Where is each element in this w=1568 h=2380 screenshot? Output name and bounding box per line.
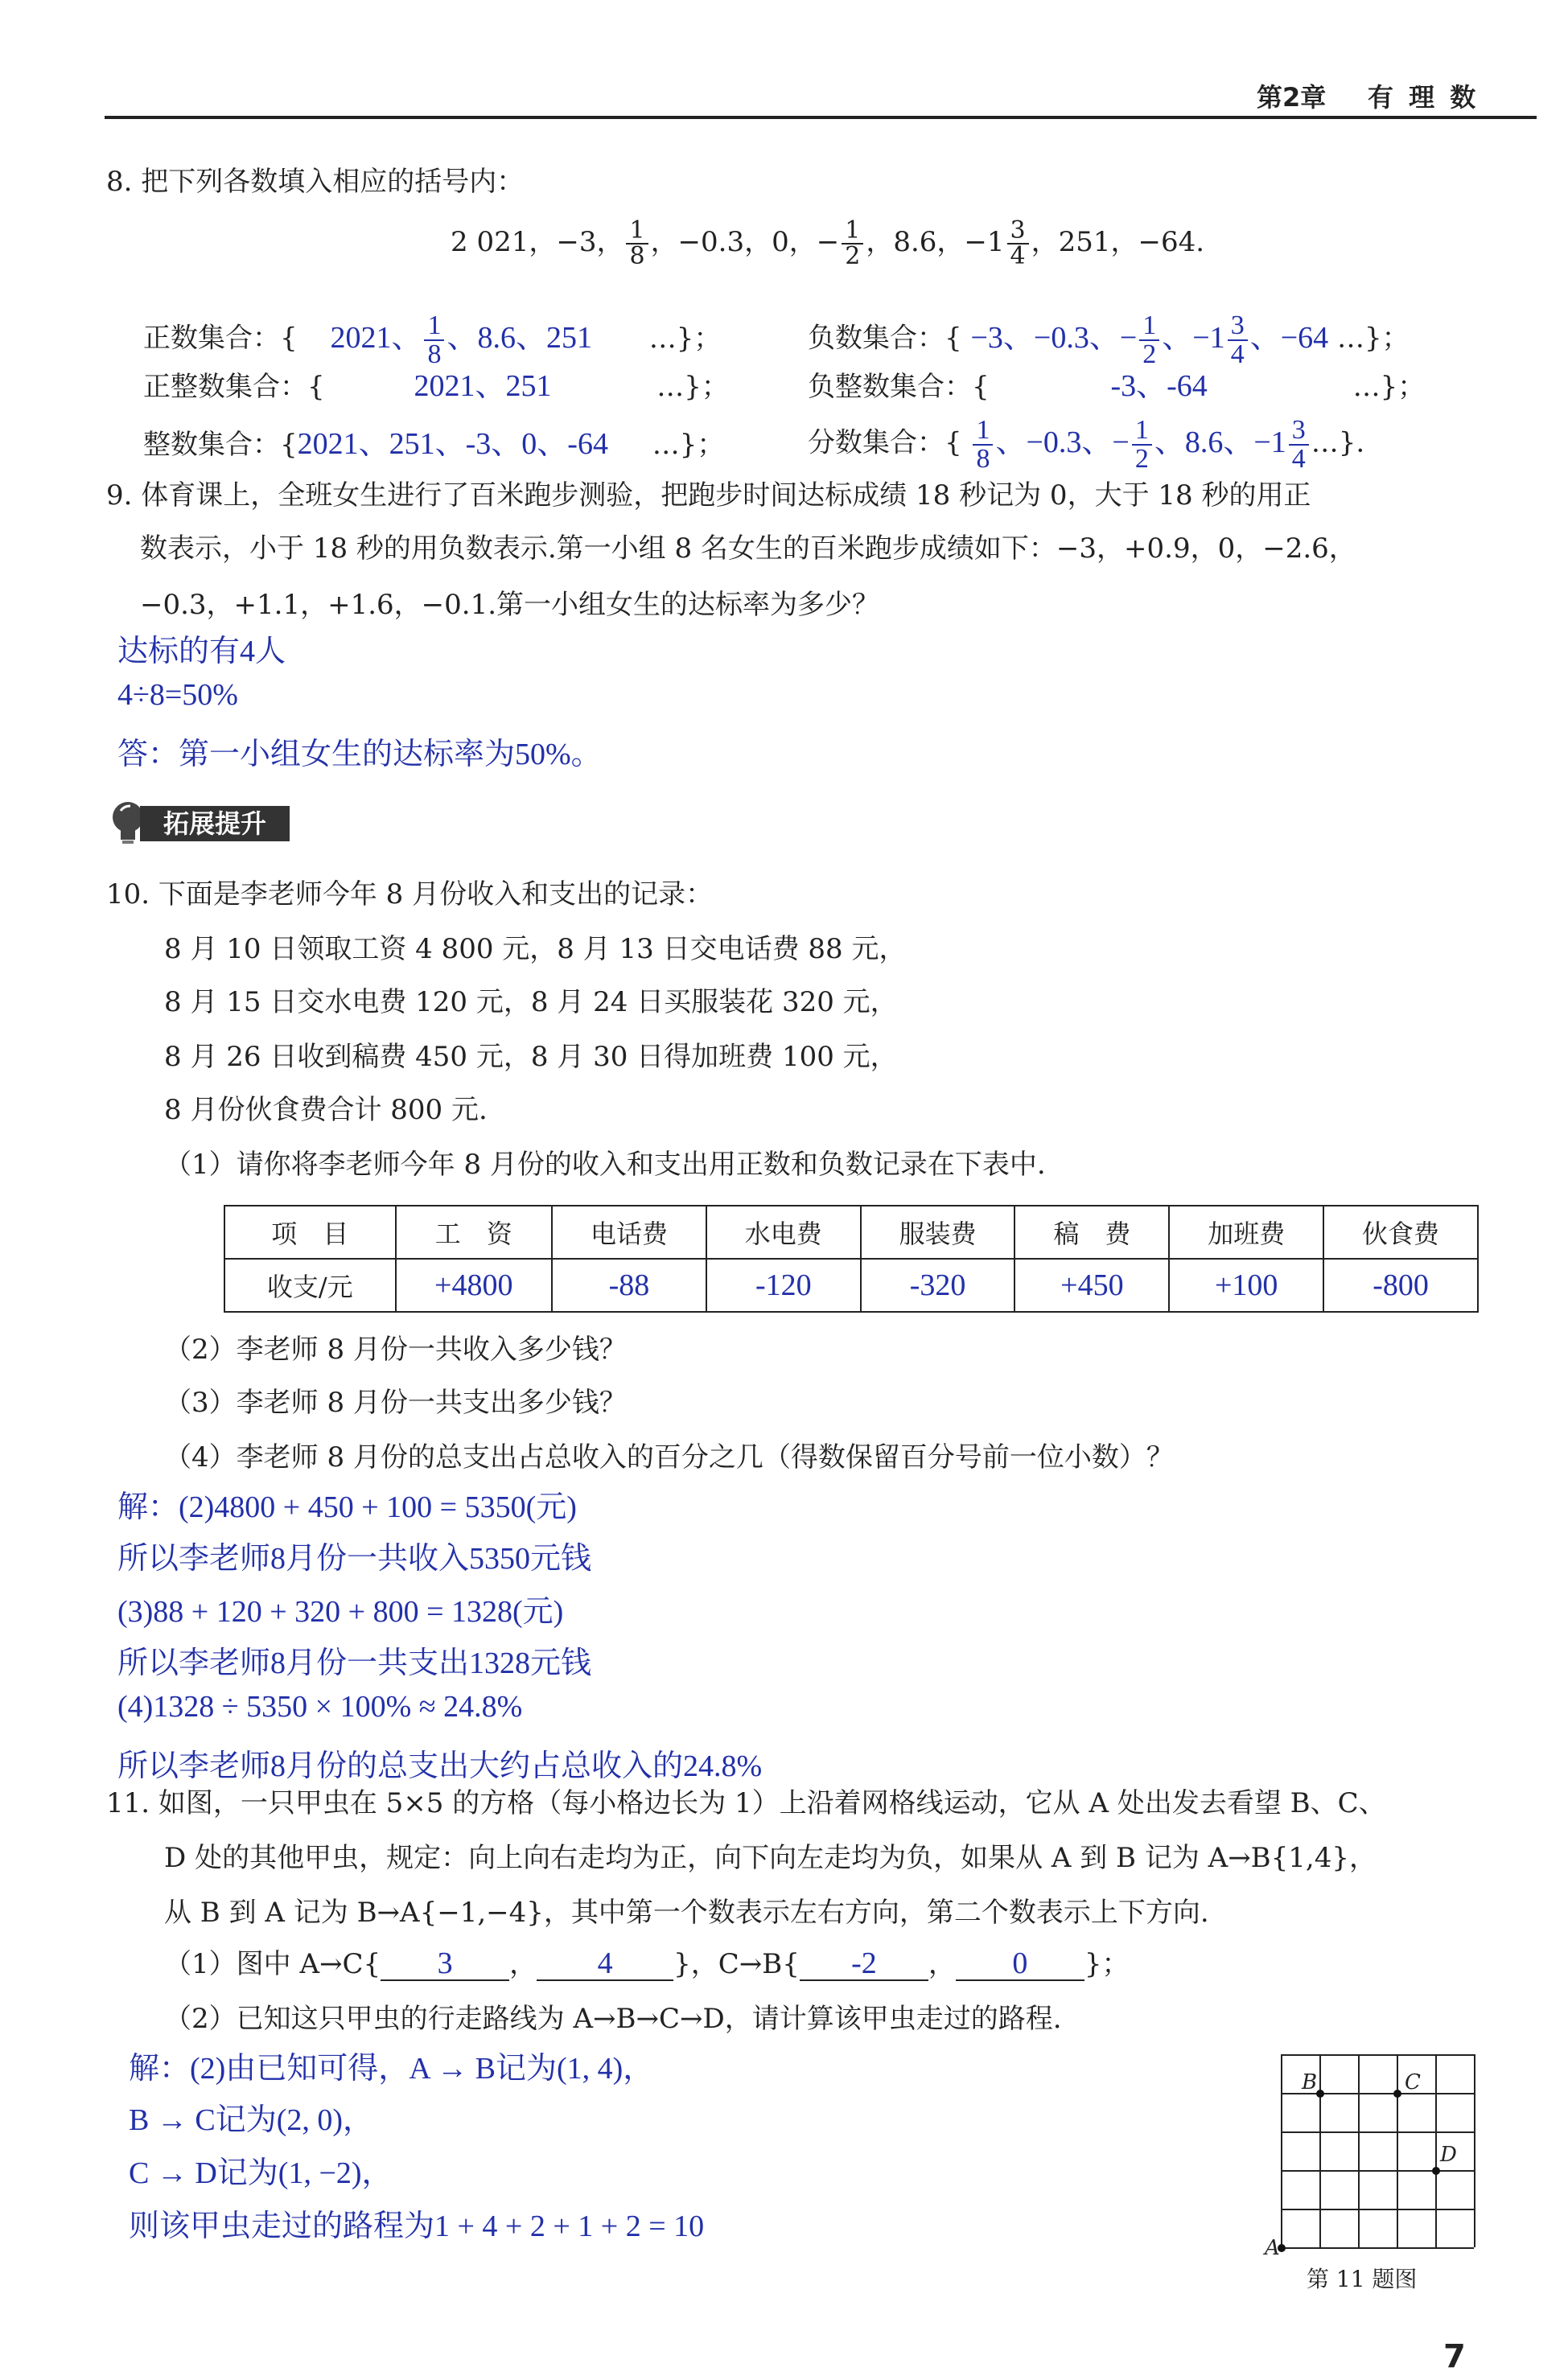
int-set: 整数集合：{2021、251、-3、0、-64 …}； [143, 427, 725, 461]
grid-line [1281, 2054, 1282, 2247]
q10-answer-6: 所以李老师8月份的总支出大约占总收入的24.8% [117, 1749, 763, 1783]
grid-line [1358, 2054, 1360, 2247]
q10-line3: 8 月 26 日收到稿费 450 元，8 月 30 日得加班费 100 元， [164, 1041, 898, 1073]
grid-line [1281, 2054, 1474, 2056]
grid-point-d [1432, 2167, 1440, 2175]
q10-answer-5: (4)1328 ÷ 5350 × 100% ≈ 24.8% [117, 1690, 523, 1724]
q10-line1: 8 月 10 日领取工资 4 800 元，8 月 13 日交电话费 88 元， [164, 933, 907, 965]
table-row [224, 1259, 1478, 1312]
record-table [224, 1205, 1479, 1313]
grid-line [1319, 2054, 1321, 2247]
q10-answer-4: 所以李老师8月份一共支出1328元钱 [117, 1646, 592, 1680]
q11-part2: （2）已知这只甲虫的行走路线为 A→B→C→D，请计算该甲虫走过的路程. [164, 2003, 1062, 2035]
chapter-label: 第2章 [1257, 82, 1327, 113]
neg-set: 负数集合：{ −3、−0.3、− $\frac{1}{2}$ 、−1 $\frac{3}{4}$ 、−64 …}； [808, 310, 1410, 369]
q10-line4: 8 月份伙食费合计 800 元. [164, 1094, 488, 1126]
q10-answer-3: (3)88 + 120 + 320 + 800 = 1328(元) [117, 1595, 564, 1629]
table-cell: +4800 [396, 1259, 553, 1312]
table-cell: -120 [706, 1259, 861, 1312]
pos-set: 正数集合：{ 2021、 $\frac{1}{8}$ 、8.6、251 …}； [143, 310, 722, 369]
q10-part3: （3）李老师 8 月份一共支出多少钱？ [164, 1387, 627, 1419]
q10-answer-1: 解：(2)4800 + 450 + 100 = 5350(元) [117, 1490, 577, 1524]
table-row-label: 收支/元 [224, 1259, 396, 1312]
q9-answer-3: 答：第一小组女生的达标率为50%。 [117, 738, 602, 771]
table-header: 伙食费 [1323, 1206, 1478, 1259]
blank-answer: 0 [956, 1947, 1084, 1981]
table-cell: -88 [552, 1259, 706, 1312]
q11-line2: D 处的其他甲虫，规定：向上向右走均为正，向下向左走均为负，如果从 A 到 B 记为 A→B{1,4}， [164, 1842, 1377, 1874]
q9-answer-2: 4÷8=50% [117, 678, 238, 712]
posint-set: 正整数集合：{ 2021、251 …}； [143, 369, 729, 403]
q10-part1: （1）请你将李老师今年 8 月份的收入和支出用正数和负数记录在下表中. [164, 1149, 1046, 1181]
blank-answer: 4 [537, 1947, 673, 1981]
q10-part2: （2）李老师 8 月份一共收入多少钱？ [164, 1334, 627, 1366]
blank-answer: -2 [800, 1947, 928, 1981]
q9-line2: 数表示，小于 18 秒的用负数表示.第一小组 8 名女生的百米跑步成绩如下：−3，+0.9，0，−2.6， [140, 532, 1356, 565]
table-cell: -800 [1323, 1259, 1478, 1312]
table-header: 电话费 [552, 1206, 706, 1259]
fig-label-a: A [1265, 2236, 1280, 2260]
grid-line [1281, 2170, 1474, 2172]
table-header: 服装费 [861, 1206, 1015, 1259]
q11-line3: 从 B 到 A 记为 B→A{−1,−4}，其中第一个数表示左右方向，第二个数表示上下方向. [164, 1897, 1209, 1929]
chapter-title: 有 理 数 [1368, 82, 1480, 113]
fig-label-c: C [1405, 2070, 1421, 2094]
q8-stem: 8. 把下列各数填入相应的括号内： [106, 166, 525, 198]
fig-label-d: D [1440, 2143, 1457, 2167]
table-header-row [224, 1206, 1478, 1259]
negint-set: 负整数集合：{ -3、-64 …}； [808, 369, 1426, 403]
table-header: 加班费 [1169, 1206, 1323, 1259]
q9-line3: −0.3，+1.1，+1.6，−0.1.第一小组女生的达标率为多少？ [140, 589, 880, 621]
page-number: 7 [1443, 2338, 1466, 2375]
q11-answer-3: C → D记为(1, −2)， [129, 2156, 393, 2190]
q10-answer-2: 所以李老师8月份一共收入5350元钱 [117, 1542, 592, 1576]
grid-line [1435, 2054, 1437, 2247]
q11-answer-2: B → C记为(2, 0)， [129, 2103, 374, 2137]
q10-stem: 10. 下面是李老师今年 8 月份收入和支出的记录： [106, 878, 714, 910]
table-cell: -320 [861, 1259, 1015, 1312]
q10-part4: （4）李老师 8 月份的总支出占总收入的百分之几（得数保留百分号前一位小数）？ [164, 1441, 1174, 1474]
header-rule [105, 116, 1537, 119]
blank-answer: 3 [381, 1947, 509, 1981]
q8-numbers: 2 021，−3， $\frac{1}{8}$ ，−0.3，0，− $\frac{1}{2}$ ，8.6，−1 $\frac{3}{4}$ ，251，−64. [451, 216, 1205, 270]
table-cell: +450 [1014, 1259, 1169, 1312]
grid-point-c [1393, 2090, 1401, 2098]
q9-answer-1: 达标的有4人 [117, 635, 286, 668]
grid-point-b [1316, 2090, 1324, 2098]
q11-part1: （1）图中 A→C{ 3 ， 4 }，C→B{ -2 ， 0 }； [164, 1946, 1130, 1980]
q11-answer-4: 则该甲虫走过的路程为1 + 4 + 2 + 1 + 2 = 10 [129, 2209, 705, 2243]
table-header: 工 资 [396, 1206, 553, 1259]
grid-line [1281, 2247, 1474, 2249]
grid-line [1397, 2054, 1398, 2247]
grid-line [1474, 2054, 1475, 2247]
table-header: 稿 费 [1014, 1206, 1169, 1259]
table-header: 项 目 [224, 1206, 396, 1259]
q11-line1: 11. 如图，一只甲虫在 5×5 的方格（每小格边长为 1）上沿着网格线运动，它从 A 处出发去看望 B、C、 [106, 1787, 1386, 1819]
q9-line1: 9. 体育课上，全班女生进行了百米跑步测验，把跑步时间达标成绩 18 秒记为 0，大于 18 秒的用正 [106, 479, 1311, 512]
table-cell: +100 [1169, 1259, 1323, 1312]
fig-label-b: B [1302, 2070, 1318, 2094]
q10-line2: 8 月 15 日交水电费 120 元，8 月 24 日买服装花 320 元， [164, 986, 898, 1018]
grid-line [1281, 2131, 1474, 2133]
table-header: 水电费 [706, 1206, 861, 1259]
q11-answer-1: 解：(2)由已知可得，A → B记为(1, 4)， [129, 2052, 654, 2086]
section-title: 拓展提升 [140, 806, 290, 841]
fig-caption: 第 11 题图 [1307, 2266, 1418, 2292]
frac-set: 分数集合：{ $\frac{1}{8}$ 、−0.3、− $\frac{1}{2}$ 、8.6、−1 $\frac{3}{4}$ …}. [808, 415, 1365, 474]
grid-line [1281, 2209, 1474, 2210]
